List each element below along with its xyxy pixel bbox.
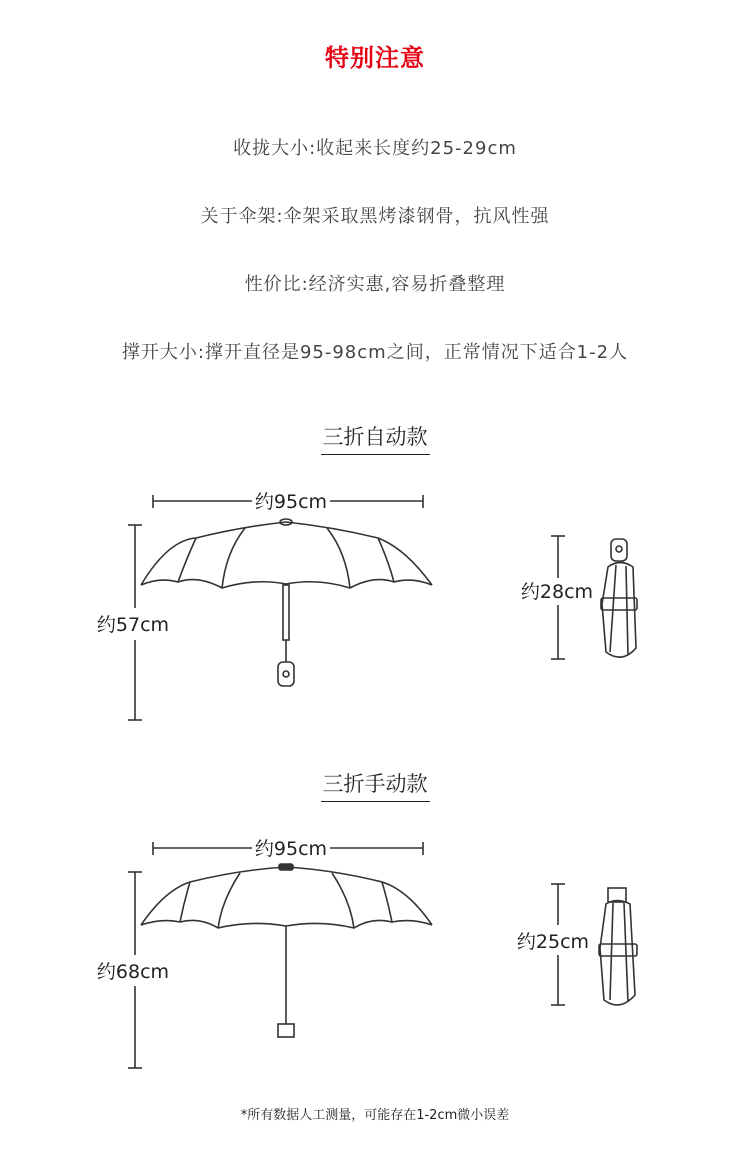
auto-folded-umbrella-icon [601,539,637,657]
auto-height-label: 约57cm [96,614,170,636]
manual-model-heading-text: 三折手动款 [321,768,430,802]
auto-umbrella-diagram [0,470,750,740]
measurement-footnote: *所有数据人工测量，可能存在1-2cm微小误差 [240,1108,510,1123]
auto-folded-label: 约28cm [520,581,594,603]
manual-folded-label: 约25cm [516,931,590,953]
spec-open-size: 撑开大小:撑开直径是95-98cm之间，正常情况下适合1-2人 [121,342,629,363]
auto-model-heading-text: 三折自动款 [321,421,430,455]
manual-model-heading [0,768,750,802]
manual-height-label: 约68cm [96,961,170,983]
auto-width-label: 约95cm [254,491,328,513]
manual-folded-umbrella-icon [599,888,637,1005]
manual-open-umbrella-icon [141,864,432,1037]
auto-model-heading [0,421,750,455]
manual-umbrella-diagram [0,820,750,1080]
page-title: 特别注意 [325,44,425,72]
manual-width-label: 约95cm [254,838,328,860]
spec-folded-size: 收拢大小:收起来长度约25-29cm [233,138,517,159]
spec-frame: 关于伞架:伞架采取黑烤漆钢骨，抗风性强 [200,206,550,227]
auto-open-umbrella-icon [141,519,432,686]
spec-value: 性价比:经济实惠,容易折叠整理 [244,274,506,295]
